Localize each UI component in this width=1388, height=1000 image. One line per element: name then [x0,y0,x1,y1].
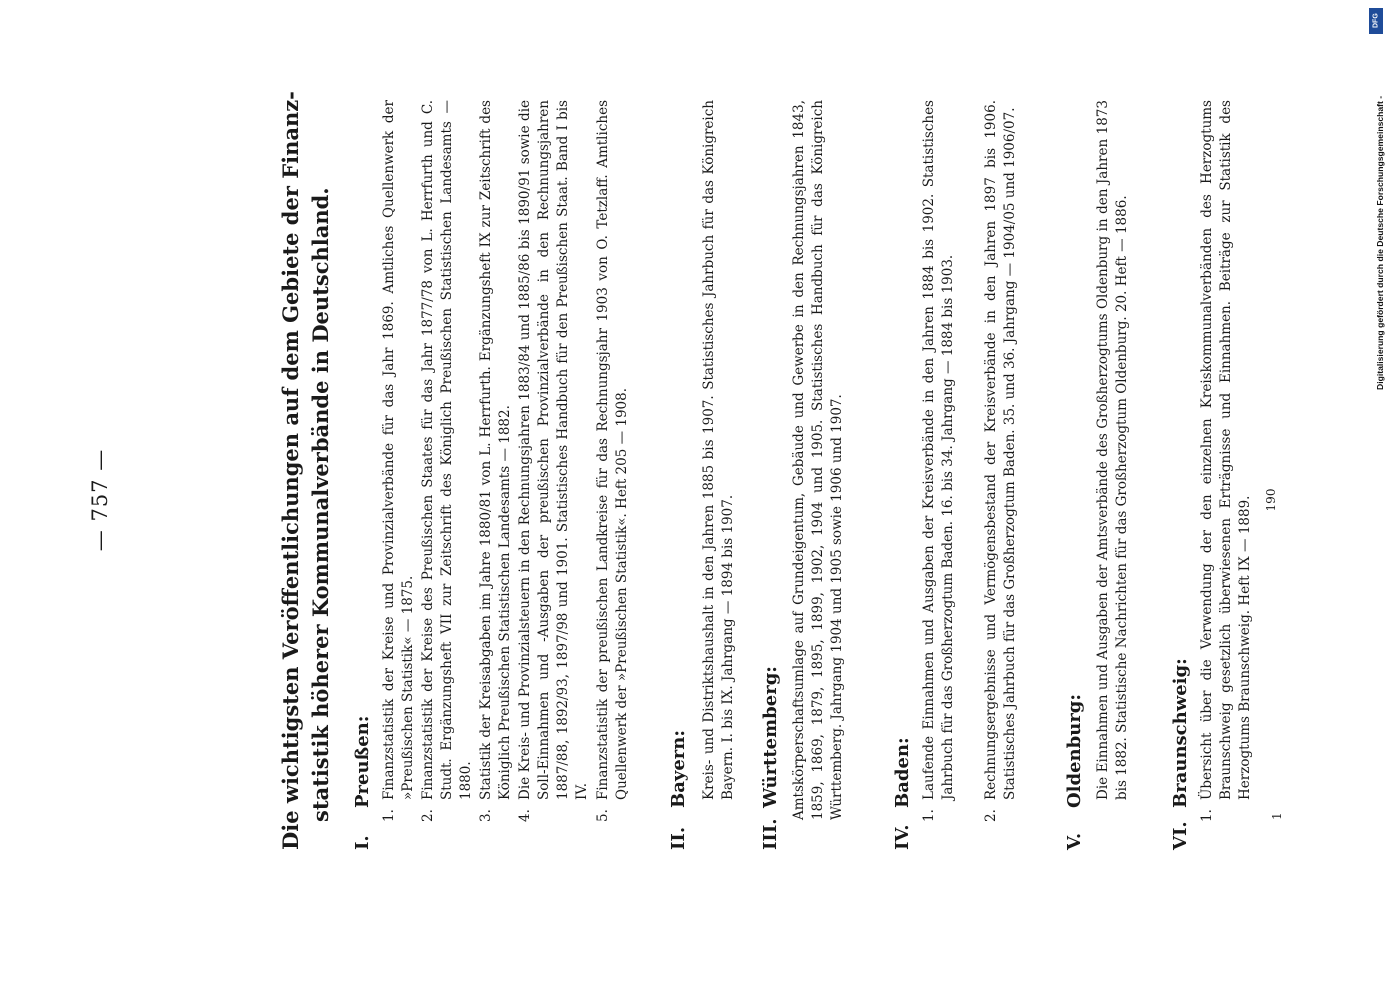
section-title: Bayern: [668,729,689,808]
section-number: IV. [892,824,913,850]
item-text: Finanzstatistik der Kreise des Preußischen Staates für das Jahr 1877/78 von L. Herrfurth und C. Studt. Ergänzungsheft VII zur Zeitschrift des Königlich Preußischen Statistischen Landesamts — 1880. [420,100,474,800]
list-item [380,100,418,822]
section-number: III. [760,818,781,850]
item-number: 1. [381,809,397,822]
list-item [920,100,958,822]
page-number: — 757 — [88,448,112,552]
item-number: 5. [595,809,611,822]
section-title: Württemberg: [760,666,781,808]
footer-page-number: 190 [1264,488,1278,512]
section-paragraph: Amtskörperschaftsumlage auf Grundeigentum, Gebäude und Gewerbe in den Rechnungsjahren 1843, 1859, 1869, 1879, 1895, 1899, 1902, 1904 und 1905. Statistisches Handbuch für das Königreich Württemberg. Jahrgang 1904 und 1905 sowie 1906 und 1907. [791,100,845,820]
item-number: 2. [983,809,999,822]
document-title [276,90,336,850]
section-heading-baden [892,737,913,850]
item-text: Rechnungsergebnisse und Vermögensbestand der Kreisverbände in den Jahren 1897 bis 1906. Statistisches Jahrbuch für das Großherzogtum Baden. 35. und 36. Jahrgang — 1904/05 und 1906/07. [983,100,1018,800]
item-number: 2. [420,809,436,822]
section-number: VI. [1170,821,1191,850]
section-title: Braunschweig: [1170,658,1191,808]
section-heading-wuerttemberg [760,666,781,850]
section-heading-braunschweig [1170,658,1191,850]
section-heading-bayern [668,730,689,850]
list-item [594,100,632,822]
item-text: Die Kreis- und Provinzialsteuern in den Rechnungsjahren 1883/84 und 1885/86 bis 1890/91 sowie die Soll-Einnahmen und -Ausgaben der preußischen Provinzialverbände in den Rechnungsjahren 1887/88, 1892/93, 1897/98 und 1901. Statistisches Handbuch für den Preußischen Staat. Band I bis IV. [517,100,590,800]
list-item [477,100,515,822]
item-text: Finanzstatistik der preußischen Landkreise für das Rechnungsjahr 1903 von O. Tetzlaff. Amtliches Quellenwerk der »Preußischen Statistik«. Heft 205 — 1908. [595,100,630,800]
item-text: Laufende Einnahmen und Ausgaben der Kreisverbände in den Jahren 1884 bis 1902. Statistisches Jahrbuch für das Großherzogtum Baden. 16. bis 34. Jahrgang — 1884 bis 1903. [921,100,956,800]
list-item [516,100,592,822]
item-number: 1. [1199,809,1215,822]
item-text: Finanzstatistik der Kreise und Provinzialverbände für das Jahr 1869. Amtliches Quellenwerk der »Preußischen Statistik« — 1875. [381,100,416,800]
section-number: I. [352,835,373,850]
item-text: Übersicht über die Verwendung der den einzelnen Kreiskommunalverbänden des Herzogtums Braunschweig gesetzlich überwiesenen Erträgnisse und Einnahmen. Beiträge zur Statistik des Herzogtums Braunschweig. Heft IX — 1889. [1199,100,1253,800]
section-paragraph: Kreis- und Distriktshaushalt in den Jahren 1885 bis 1907. Statistisches Jahrbuch für das Königreich Bayern. I. bis IX. Jahrgang — 1894 bis 1907. [701,100,736,800]
section-heading-preussen [352,716,373,850]
section-paragraph: Die Einnahmen und Ausgaben der Amtsverbände des Großherzogtums Oldenburg in den Jahren 1873 bis 1882. Statistische Nachrichten für das Großherzogtum Oldenburg. 20. Heft — 1886. [1095,100,1130,800]
item-number: 4. [517,809,533,822]
credit-text: Digitalisierung gefördert durch die Deutsche Forschungsgemeinschaft - [1375,95,1385,390]
title-line-2: statistik höherer Kommunalverbände in Deutschland. [308,187,333,822]
section-title: Baden: [892,737,913,808]
section-heading-oldenburg [1064,694,1085,850]
signature-mark: 1 [1270,812,1284,820]
section-title: Oldenburg: [1064,693,1085,808]
list-item [982,100,1020,822]
list-item [419,100,476,822]
section-number: V. [1064,832,1085,850]
title-line-1: Die wichtigsten Veröffentlichungen auf dem Gebiete der Finanz- [278,91,303,850]
list-item [1198,100,1255,822]
item-number: 3. [478,809,494,822]
item-number: 1. [921,809,937,822]
section-number: II. [668,826,689,850]
section-title: Preußen: [352,715,373,808]
item-text: Statistik der Kreisabgaben im Jahre 1880/81 von L. Herrfurth. Ergänzungsheft IX zur Zeitschrift des Königlich Preußischen Statistischen Landesamts — 1882. [478,100,513,800]
dfg-logo: DFG [1369,8,1383,34]
